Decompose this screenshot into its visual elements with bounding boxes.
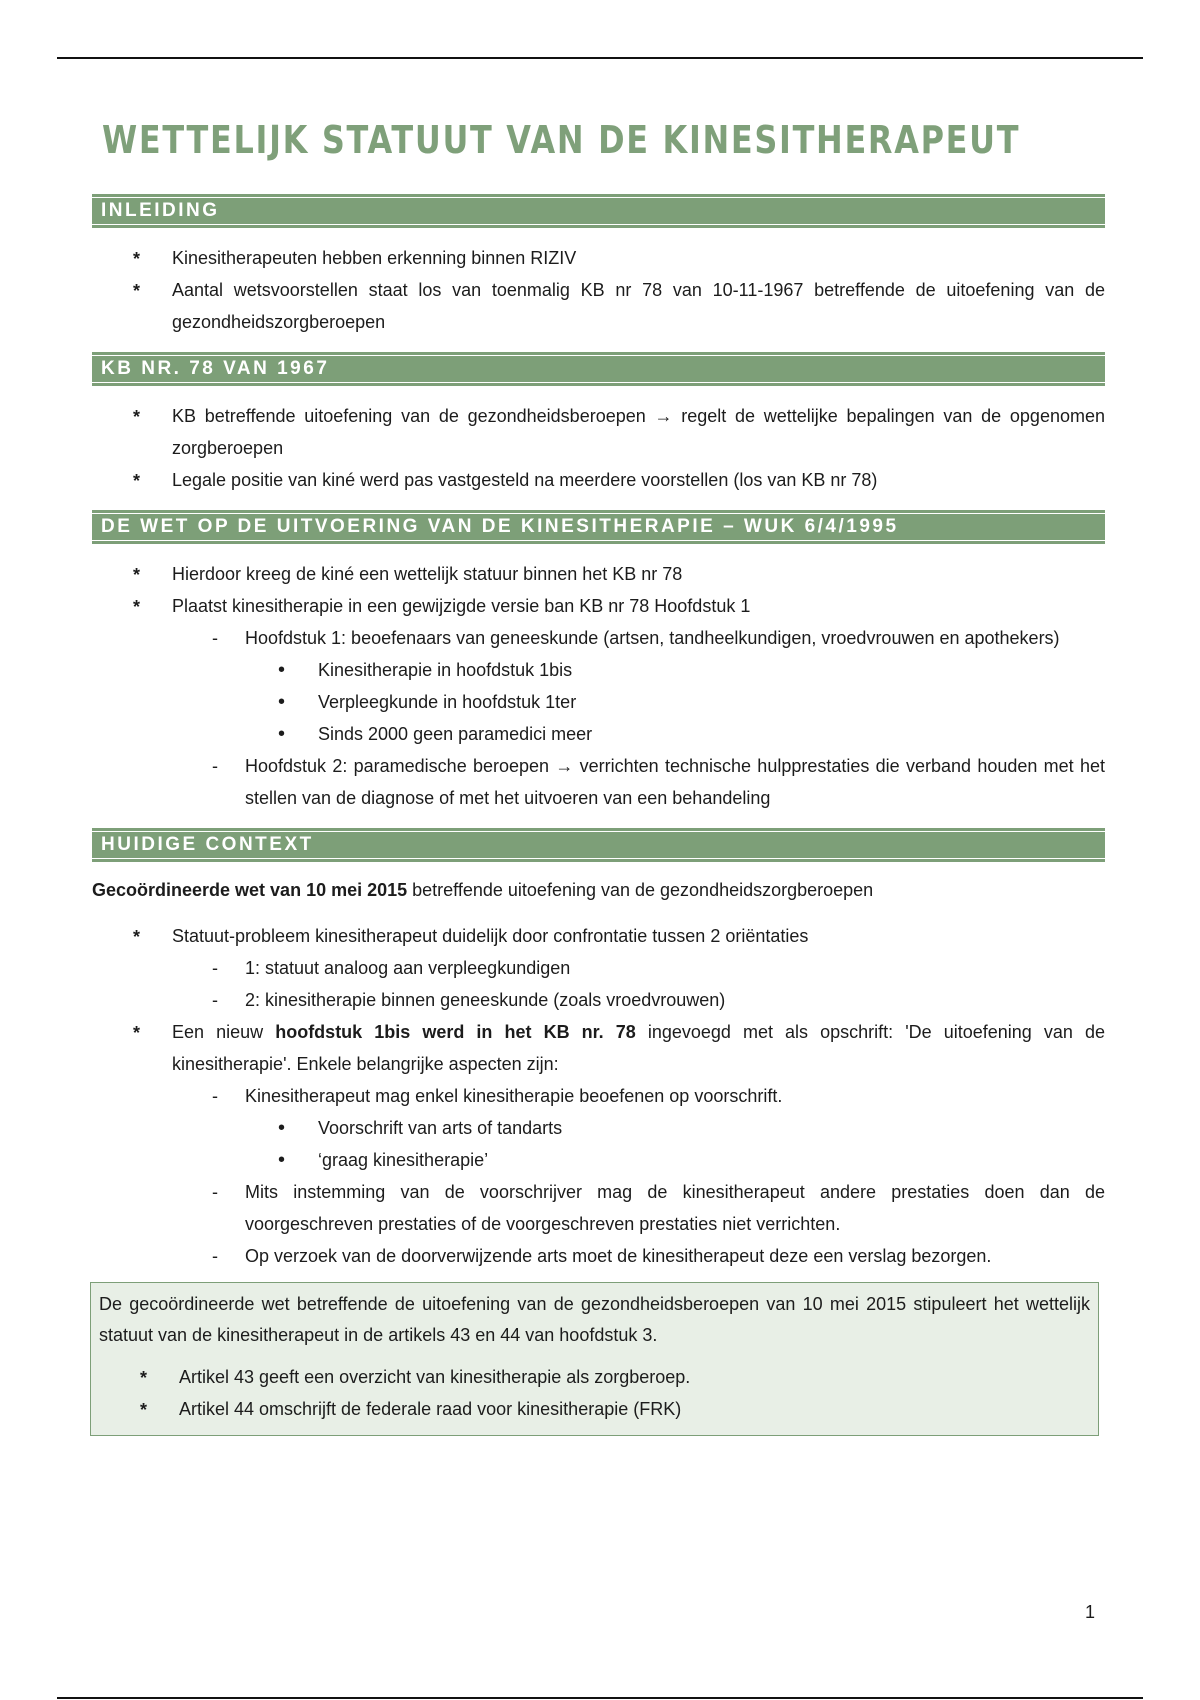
list-item: * Legale positie van kiné werd pas vastgesteld na meerdere voorstellen (los van KB nr 78) xyxy=(92,464,1105,496)
page-content xyxy=(92,114,1105,1436)
section-heading-kb78: KB NR. 78 VAN 1967 xyxy=(92,352,1105,386)
sub-list-item-text: Hoofdstuk 1: beoefenaars van geneeskunde (artsen, tandheelkundigen, vroedvrouwen en apothekers) xyxy=(245,628,1060,648)
list-item xyxy=(92,920,1105,1016)
sub-list xyxy=(172,1080,1105,1272)
section-list-wuk xyxy=(92,544,1105,816)
document-title: WETTELIJK STATUUT VAN DE KINESITHERAPEUT xyxy=(102,118,1021,162)
list-item: * Aantal wetsvoorstellen staat los van toenmalig KB nr 78 van 10-11-1967 betreffende de uitoefening van de gezondheidszorgberoepen xyxy=(92,274,1105,338)
list-item xyxy=(92,590,1105,814)
sub-list xyxy=(172,952,1105,1016)
section-heading-inleiding: INLEIDING xyxy=(92,194,1105,228)
sub-list-item: - 2: kinesitherapie binnen geneeskunde (zoals vroedvrouwen) xyxy=(172,984,1105,1016)
list-item: * KB betreffende uitoefening van de gezondheidsberoepen → regelt de wettelijke bepalingen van de opgenomen zorgberoepen xyxy=(92,400,1105,464)
list-item xyxy=(92,1016,1105,1272)
footer-rule xyxy=(57,1697,1143,1699)
summary-list xyxy=(99,1351,1090,1427)
list-item-text-a: Een nieuw xyxy=(172,1022,276,1042)
list-item-bold: hoofdstuk 1bis werd in het KB nr. 78 xyxy=(275,1022,636,1042)
sub-sub-list xyxy=(245,654,1105,750)
summary-box xyxy=(90,1282,1099,1436)
section-list-huidige-context xyxy=(92,906,1105,1274)
summary-text: De gecoördineerde wet betreffende de uitoefening van de gezondheidsberoepen van 10 mei 2015 stipuleert het wettelijk statuut van de kinesitherapeut in de artikels 43 en 44 van hoofdstuk 3. xyxy=(99,1294,1090,1345)
sub-list-item xyxy=(172,622,1105,750)
sub-sub-list-item: • Voorschrift van arts of tandarts xyxy=(245,1112,1105,1144)
list-item: * Hierdoor kreeg de kiné een wettelijk statuur binnen het KB nr 78 xyxy=(92,558,1105,590)
list-item-text: Statuut-probleem kinesitherapeut duidelijk door confrontatie tussen 2 oriëntaties xyxy=(172,926,809,946)
sub-list-item: - Mits instemming van de voorschrijver mag de kinesitherapeut andere prestaties doen dan de voorgeschreven prestaties of de voorgeschreven prestaties niet verrichten. xyxy=(172,1176,1105,1240)
section-heading-wuk: DE WET OP DE UITVOERING VAN DE KINESITHERAPIE – WUK 6/4/1995 xyxy=(92,510,1105,544)
list-item: * Artikel 43 geeft een overzicht van kinesitherapie als zorgberoep. xyxy=(99,1361,1090,1393)
intro-rest: betreffende uitoefening van de gezondheidszorgberoepen xyxy=(407,880,874,900)
sub-list xyxy=(172,622,1105,814)
sub-list-item: - 1: statuut analoog aan verpleegkundigen xyxy=(172,952,1105,984)
section-heading-huidige-context: HUIDIGE CONTEXT xyxy=(92,828,1105,862)
intro-paragraph xyxy=(92,874,1105,906)
section-list-inleiding xyxy=(92,228,1105,340)
list-item: * Artikel 44 omschrijft de federale raad voor kinesitherapie (FRK) xyxy=(99,1393,1090,1425)
sub-sub-list-item: • Verpleegkunde in hoofdstuk 1ter xyxy=(245,686,1105,718)
sub-list-item xyxy=(172,1080,1105,1176)
sub-list-item: - Hoofdstuk 2: paramedische beroepen → verrichten technische hulpprestaties die verband houden met het stellen van de diagnose of met het uitvoeren van een behandeling xyxy=(172,750,1105,814)
sub-sub-list-item: • ‘graag kinesitherapie’ xyxy=(245,1144,1105,1176)
sub-sub-list xyxy=(245,1112,1105,1176)
list-item-text-b: ingevoegd met als opschrift: 'De uitoefening van de kinesitherapie'. Enkele belangrijke aspecten zijn: xyxy=(172,1022,1105,1074)
list-item: * Kinesitherapeuten hebben erkenning binnen RIZIV xyxy=(92,242,1105,274)
sub-sub-list-item: • Sinds 2000 geen paramedici meer xyxy=(245,718,1105,750)
section-list-kb78 xyxy=(92,386,1105,498)
list-item-text: Plaatst kinesitherapie in een gewijzigde versie ban KB nr 78 Hoofdstuk 1 xyxy=(172,596,751,616)
sub-list-item-text: Kinesitherapeut mag enkel kinesitherapie beoefenen op voorschrift. xyxy=(245,1086,783,1106)
header-rule xyxy=(57,57,1143,59)
intro-bold: Gecoördineerde wet van 10 mei 2015 xyxy=(92,880,408,900)
sub-sub-list-item: • Kinesitherapie in hoofdstuk 1bis xyxy=(245,654,1105,686)
page-number: 1 xyxy=(1085,1602,1096,1622)
sub-list-item: - Op verzoek van de doorverwijzende arts moet de kinesitherapeut deze een verslag bezorgen. xyxy=(172,1240,1105,1272)
